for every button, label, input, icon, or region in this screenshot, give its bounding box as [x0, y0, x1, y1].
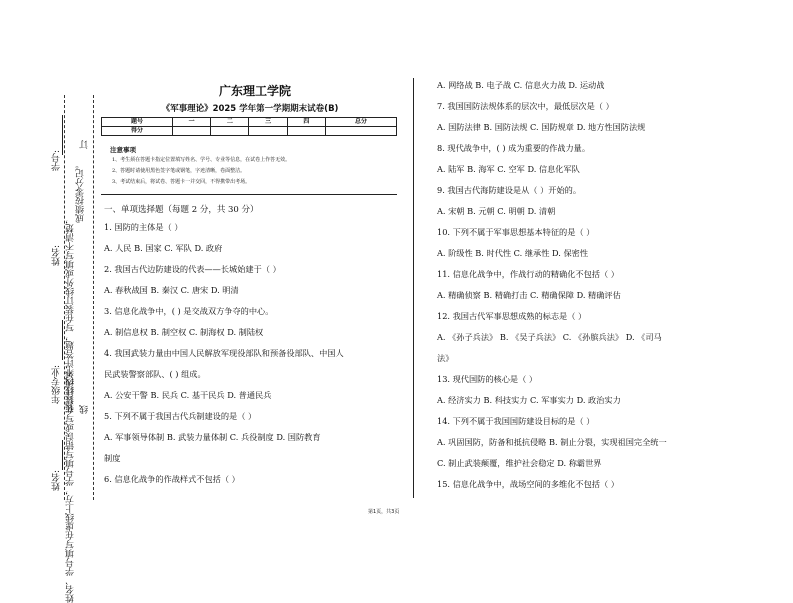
- column-divider: [413, 78, 414, 498]
- note-item: 2、答题时请使用黑色签字笔或钢笔，字迹清晰，卷面整洁。: [112, 168, 246, 174]
- question-line: 14. 下列不属于我国国防建设目标的是（ ）: [437, 416, 595, 426]
- question-line: A. 国防法律 B. 国防法规 C. 国防规章 D. 地方性国防法规: [437, 122, 646, 132]
- question-line: 12. 我国古代军事思想成熟的标志是（ ）: [437, 311, 587, 321]
- page-number: 第1页，共3页: [368, 509, 400, 515]
- question-line: 15. 信息化战争中，战场空间的多维化不包括（ ）: [437, 479, 619, 489]
- score-header-cell: 三: [249, 118, 287, 127]
- question-line: A. 人民 B. 国家 C. 军队 D. 政府: [104, 243, 223, 253]
- binding-zhuanye-label: 年级专业:: [52, 365, 62, 405]
- section-divider: [101, 194, 397, 195]
- score-header-cell: 题号: [102, 118, 173, 127]
- question-line: C. 制止武装颠覆，维护社会稳定 D. 称霸世界: [437, 458, 602, 468]
- question-line: A. 经济实力 B. 科技实力 C. 军事实力 D. 政治实力: [437, 395, 621, 405]
- question-line: 7. 我国国防法规体系的层次中，最低层次是（ ）: [437, 101, 614, 111]
- score-cell[interactable]: [249, 127, 287, 136]
- binding-xingming2-label: 姓名:: [52, 470, 62, 492]
- binding-ding-mark: 订: [80, 140, 90, 149]
- binding-line-right: [93, 95, 94, 500]
- question-line: 制度: [104, 453, 121, 463]
- question-line: A. 公安干警 B. 民兵 C. 基干民兵 D. 普通民兵: [104, 390, 272, 400]
- binding-xingming-label: 姓名:: [52, 245, 62, 267]
- score-cell[interactable]: [172, 127, 210, 136]
- question-line: 11. 信息化战争中，作战行动的精确化不包括（ ）: [437, 269, 619, 279]
- question-line: 2. 我国古代边防建设的代表——长城始建于（ ）: [104, 264, 281, 274]
- binding-instruction-1: 成绩按零分记。: [76, 160, 86, 223]
- question-line: A. 《孙子兵法》 B. 《吴子兵法》 C. 《孙膑兵法》 D. 《司马: [437, 332, 662, 342]
- note-item: 3、考试结束后，将试卷、答题卡一并交回，不得携带出考场。: [112, 179, 251, 185]
- xuehao-underline: [62, 115, 63, 155]
- binding-instruction-2: 装订线内不许答题，写在装订线外或填写不清楚，: [66, 215, 76, 413]
- question-line: A. 精确侦察 B. 精确打击 C. 精确保障 D. 精确评估: [437, 290, 621, 300]
- note-item: 1、考生须在答题卡指定位置填写姓名、学号、专业等信息，在试卷上作答无效。: [112, 157, 291, 163]
- notes-title: 注意事项: [110, 146, 136, 154]
- score-cell[interactable]: [325, 127, 396, 136]
- question-line: 3. 信息化战争中，( ) 是交战双方争夺的中心。: [104, 306, 274, 316]
- question-line: 法》: [437, 353, 454, 363]
- question-line: 8. 现代战争中，( ) 成为重要的作战力量。: [437, 143, 591, 153]
- question-line: 6. 信息化战争的作战样式不包括（ ）: [104, 474, 240, 484]
- question-line: A. 春秋战国 B. 秦汉 C. 唐宋 D. 明清: [104, 285, 239, 295]
- score-header-cell: 一: [172, 118, 210, 127]
- section-1-heading: 一、单项选择题（每题 2 分，共 30 分）: [104, 205, 259, 215]
- exam-title: 《军事理论》2025 学年第一学期期末试卷(B): [161, 104, 339, 114]
- xingming2-underline: [62, 440, 63, 470]
- score-table-score-row: [102, 127, 397, 136]
- question-line: A. 军事领导体制 B. 武装力量体制 C. 兵役制度 D. 国防教育: [104, 432, 321, 442]
- question-line: A. 制信息权 B. 制空权 C. 制海权 D. 制陆权: [104, 327, 264, 337]
- binding-xuehao-label: 学号:: [52, 150, 62, 172]
- binding-xian-mark: 线: [80, 405, 90, 414]
- question-line: A. 阶级性 B. 时代性 C. 继承性 D. 保密性: [437, 248, 589, 258]
- question-line: 10. 下列不属于军事思想基本特征的是（ ）: [437, 227, 595, 237]
- score-header-cell: 总分: [325, 118, 396, 127]
- score-row-label: 得分: [102, 127, 173, 136]
- question-line: 9. 我国古代海防建设是从（ ）开始的。: [437, 185, 582, 195]
- zhuanye-underline: [62, 320, 63, 360]
- question-line: A. 巩固国防，防备和抵抗侵略 B. 制止分裂，实现祖国完全统一: [437, 437, 667, 447]
- question-line: 民武装警察部队、( ) 组成。: [104, 369, 206, 379]
- school-name: 广东理工学院: [218, 84, 291, 98]
- score-table: [101, 117, 397, 136]
- question-line: 4. 我国武装力量由中国人民解放军现役部队和预备役部队、中国人: [104, 348, 344, 358]
- question-line: A. 宋朝 B. 元朝 C. 明朝 D. 清朝: [437, 206, 556, 216]
- question-line: A. 网络战 B. 电子战 C. 信息火力战 D. 运动战: [437, 80, 605, 90]
- score-header-cell: 四: [287, 118, 325, 127]
- binding-instruction-3: 姓名、学号填写在虚线上方，学号填写错误或写在装订线外，: [66, 360, 76, 603]
- score-cell[interactable]: [287, 127, 325, 136]
- question-line: 13. 现代国防的核心是（ ）: [437, 374, 538, 384]
- score-table-header-row: [102, 118, 397, 127]
- score-header-cell: 二: [211, 118, 249, 127]
- score-cell[interactable]: [211, 127, 249, 136]
- binding-line-left: [64, 95, 65, 500]
- question-line: 5. 下列不属于我国古代兵制建设的是（ ）: [104, 411, 257, 421]
- question-line: 1. 国防的主体是（ ）: [104, 222, 183, 232]
- question-line: A. 陆军 B. 海军 C. 空军 D. 信息化军队: [437, 164, 580, 174]
